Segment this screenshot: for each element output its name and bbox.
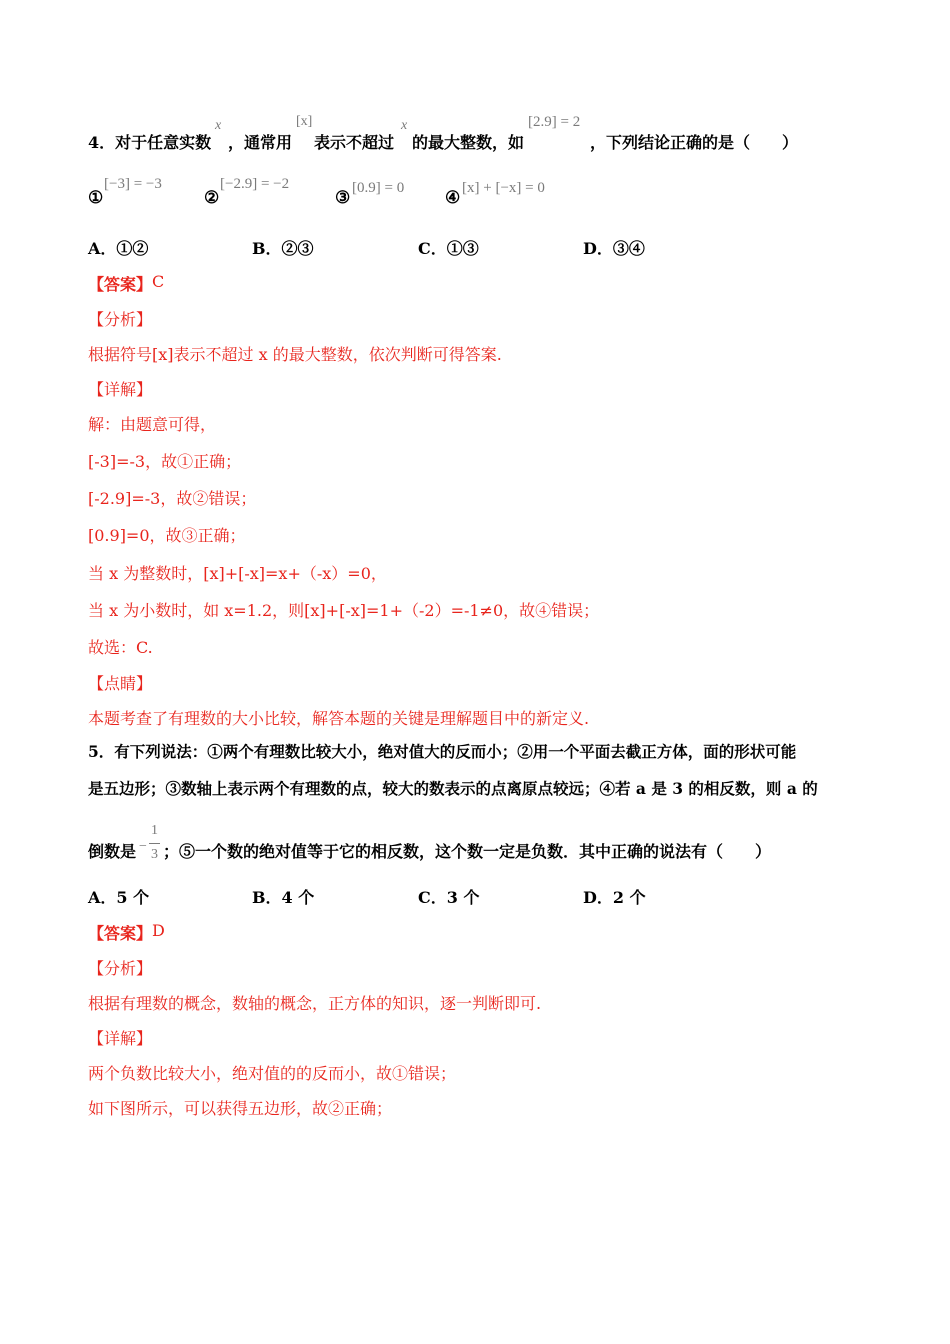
- q4-detail-line-1: 解：由题意可得，: [88, 415, 217, 434]
- q4-item-2-expr: [−2.9] = −2: [220, 176, 290, 192]
- q5-fraction-sign: −: [139, 839, 147, 854]
- q4-stem-part4: 的最大整数，如: [412, 133, 525, 152]
- q4-detail-line-4: [0.9]=0，故③正确；: [88, 526, 246, 545]
- q4-option-c: C．①③: [418, 239, 479, 258]
- q4-item-2-mark: ②: [204, 188, 220, 208]
- q4-detail-line-2: [-3]=-3，故①正确；: [88, 452, 242, 471]
- q5-answer: D: [152, 921, 165, 940]
- q4-item-1-expr: [−3] = −3: [104, 176, 162, 192]
- q5-analysis-tag: 【分析】: [88, 959, 153, 978]
- q4-stem-part5: ，下列结论正确的是（ ）: [590, 133, 799, 152]
- q5-fraction-numerator: 1: [151, 823, 158, 838]
- q4-detail-line-6: 当 x 为小数时，如 x=1.2，则[x]+[-x]=1+（-2）=-1≠0，故④错误；: [88, 601, 600, 620]
- q5-option-c: C．3 个: [418, 888, 480, 907]
- q4-detail-line-3: [-2.9]=-3，故②错误；: [88, 489, 257, 508]
- q4-var-x: x: [215, 118, 222, 133]
- q5-fraction-bar: [149, 843, 160, 844]
- q4-option-a: A．①②: [88, 239, 149, 258]
- q4-option-b: B．②③: [252, 239, 314, 258]
- q5-stem-line-1: 5．有下列说法：①两个有理数比较大小，绝对值大的反而小；②用一个平面去截正方体，面的形状可能: [88, 742, 797, 761]
- q4-detail-tag: 【详解】: [88, 380, 153, 399]
- q4-example: [2.9] = 2: [528, 114, 581, 130]
- q4-item-1-mark: ①: [88, 188, 104, 208]
- q4-detail-line-5: 当 x 为整数时，[x]+[-x]=x+（-x）=0，: [88, 564, 387, 583]
- q4-analysis-tag: 【分析】: [88, 310, 153, 329]
- q4-item-3-mark: ③: [335, 188, 351, 208]
- q4-stem-part2: ，通常用: [228, 133, 293, 152]
- q5-answer-tag: 【答案】: [88, 924, 153, 943]
- q4-comment-tag: 【点睛】: [88, 674, 153, 693]
- q5-stem-line-3b: ；⑤一个数的绝对值等于它的相反数，这个数一定是负数．其中正确的说法有（ ）: [163, 842, 772, 861]
- q5-detail-tag: 【详解】: [88, 1029, 153, 1048]
- q5-detail-line-1: 两个负数比较大小，绝对值的的反而小，故①错误；: [88, 1064, 457, 1083]
- q4-stem-part3: 表示不超过: [314, 133, 395, 152]
- q4-option-d: D．③④: [583, 239, 645, 258]
- q4-item-3-expr: [0.9] = 0: [352, 180, 405, 196]
- q4-stem-part1: 4．对于任意实数: [88, 133, 212, 152]
- q5-option-b: B．4 个: [252, 888, 315, 907]
- q4-comment: 本题考查了有理数的大小比较，解答本题的关键是理解题目中的新定义.: [88, 709, 590, 728]
- q4-answer: C: [152, 272, 165, 291]
- q4-floor-x: [x]: [296, 114, 313, 129]
- q4-var-x2: x: [401, 118, 408, 133]
- q5-stem-line-2: 是五边形；③数轴上表示两个有理数的点，较大的数表示的点离原点较远；④若 a 是 3 的相反数，则 a 的: [88, 779, 818, 798]
- q5-detail-line-2: 如下图所示，可以获得五边形，故②正确；: [88, 1099, 393, 1118]
- q5-analysis: 根据有理数的概念，数轴的概念，正方体的知识，逐一判断即可.: [88, 994, 542, 1013]
- q4-detail-line-7: 故选：C.: [88, 638, 153, 657]
- q5-fraction-denominator: 3: [151, 847, 158, 862]
- q5-option-d: D．2 个: [583, 888, 646, 907]
- q4-item-4-mark: ④: [445, 188, 461, 208]
- q5-stem-line-3a: 倒数是: [88, 842, 137, 861]
- q4-item-4-expr: [x] + [−x] = 0: [462, 180, 545, 196]
- q4-answer-tag: 【答案】: [88, 275, 153, 294]
- q5-option-a: A．5 个: [88, 888, 150, 907]
- q4-analysis: 根据符号[x]表示不超过 x 的最大整数，依次判断可得答案.: [88, 345, 502, 364]
